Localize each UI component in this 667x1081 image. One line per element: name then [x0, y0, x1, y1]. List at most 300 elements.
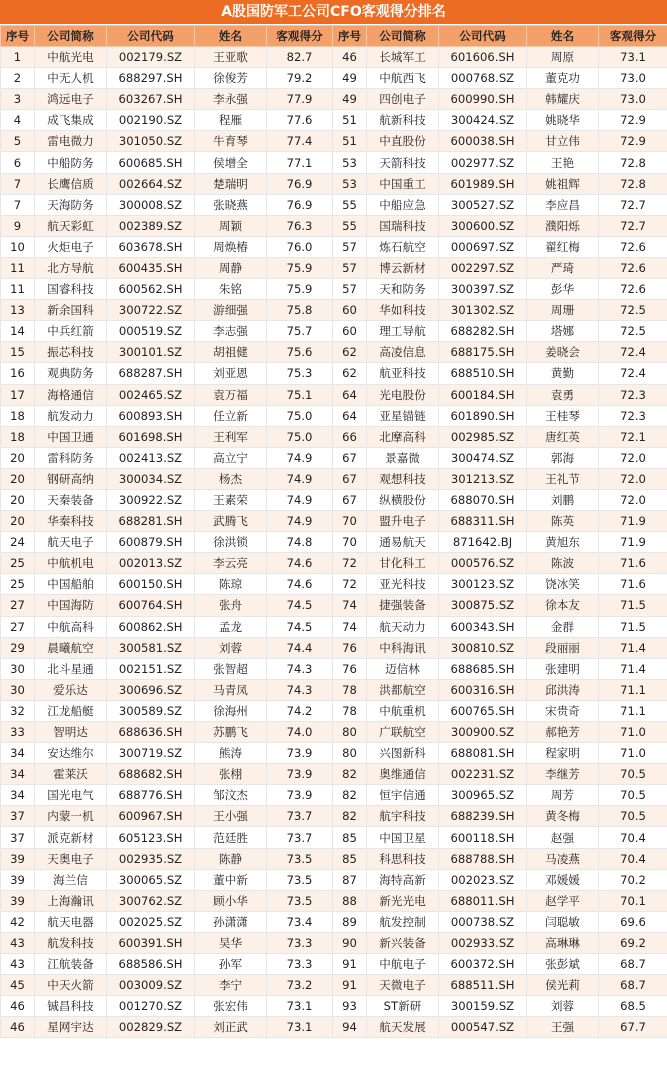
- left-cell-name: 刘正武: [195, 1017, 267, 1038]
- table-row: [1, 764, 667, 785]
- left-cell-company: 星网宇达: [35, 1017, 107, 1038]
- left-cell-company: 航发动力: [35, 405, 107, 426]
- left-cell-name: 侯增全: [195, 152, 267, 173]
- right-cell-company: 理工导航: [367, 321, 439, 342]
- right-cell-code: 688788.SH: [439, 848, 527, 869]
- right-cell-code: 688070.SH: [439, 489, 527, 510]
- right-cell-rank: 64: [333, 384, 367, 405]
- right-cell-code: 300527.SZ: [439, 194, 527, 215]
- left-cell-name: 袁万福: [195, 384, 267, 405]
- right-cell-score: 72.4: [599, 342, 667, 363]
- left-cell-rank: 18: [1, 426, 35, 447]
- right-cell-name: 周珊: [527, 300, 599, 321]
- right-cell-score: 72.3: [599, 384, 667, 405]
- table-row: [1, 152, 667, 173]
- ranking-table-body: [1, 26, 667, 1038]
- left-cell-company: 江龙船艇: [35, 700, 107, 721]
- right-cell-score: 72.0: [599, 489, 667, 510]
- left-cell-name: 王利军: [195, 426, 267, 447]
- right-cell-rank: 67: [333, 468, 367, 489]
- left-cell-rank: 11: [1, 279, 35, 300]
- left-cell-name: 刘亚恩: [195, 363, 267, 384]
- left-cell-rank: 18: [1, 405, 35, 426]
- left-cell-rank: 14: [1, 321, 35, 342]
- right-cell-code: 601989.SH: [439, 173, 527, 194]
- left-cell-score: 74.5: [267, 595, 333, 616]
- left-cell-code: 002664.SZ: [107, 173, 195, 194]
- right-cell-code: 300965.SZ: [439, 785, 527, 806]
- table-row: [1, 426, 667, 447]
- right-cell-rank: 62: [333, 363, 367, 384]
- left-cell-code: 600764.SH: [107, 595, 195, 616]
- right-cell-score: 71.9: [599, 511, 667, 532]
- left-cell-score: 76.0: [267, 236, 333, 257]
- left-cell-name: 程雁: [195, 110, 267, 131]
- right-cell-name: 张建明: [527, 658, 599, 679]
- right-cell-company: 盟升电子: [367, 511, 439, 532]
- left-cell-score: 73.9: [267, 743, 333, 764]
- table-row: [1, 785, 667, 806]
- right-cell-company: 华如科技: [367, 300, 439, 321]
- right-cell-name: 甘立伟: [527, 131, 599, 152]
- left-cell-name: 朱铭: [195, 279, 267, 300]
- right-cell-code: 300900.SZ: [439, 722, 527, 743]
- left-cell-name: 李永强: [195, 89, 267, 110]
- right-cell-company: 博云新材: [367, 257, 439, 278]
- left-cell-name: 张栩: [195, 764, 267, 785]
- right-cell-score: 72.0: [599, 447, 667, 468]
- table-row: [1, 384, 667, 405]
- left-cell-rank: 25: [1, 553, 35, 574]
- right-cell-company: 捷强装备: [367, 595, 439, 616]
- right-cell-name: 濮阳烁: [527, 215, 599, 236]
- table-row: [1, 616, 667, 637]
- right-cell-code: 688282.SH: [439, 321, 527, 342]
- table-row: [1, 279, 667, 300]
- left-cell-rank: 27: [1, 616, 35, 637]
- left-cell-code: 300589.SZ: [107, 700, 195, 721]
- left-cell-code: 688682.SH: [107, 764, 195, 785]
- table-row: [1, 300, 667, 321]
- right-cell-company: 科思科技: [367, 848, 439, 869]
- right-cell-code: 688081.SH: [439, 743, 527, 764]
- header-code: 公司代码: [107, 26, 195, 47]
- left-cell-rank: 4: [1, 110, 35, 131]
- right-cell-code: 600316.SH: [439, 679, 527, 700]
- left-cell-code: 002389.SZ: [107, 215, 195, 236]
- right-cell-score: 71.0: [599, 722, 667, 743]
- right-cell-rank: 80: [333, 722, 367, 743]
- right-cell-code: 300474.SZ: [439, 447, 527, 468]
- left-cell-score: 73.7: [267, 827, 333, 848]
- left-cell-score: 74.9: [267, 468, 333, 489]
- left-cell-rank: 46: [1, 1017, 35, 1038]
- right-cell-name: 周原: [527, 47, 599, 68]
- table-row: [1, 658, 667, 679]
- right-cell-rank: 90: [333, 932, 367, 953]
- left-cell-name: 徐洪锁: [195, 532, 267, 553]
- left-cell-code: 002935.SZ: [107, 848, 195, 869]
- left-cell-rank: 1: [1, 47, 35, 68]
- right-cell-name: 塔娜: [527, 321, 599, 342]
- left-cell-score: 79.2: [267, 68, 333, 89]
- table-row: [1, 236, 667, 257]
- left-cell-code: 003009.SZ: [107, 975, 195, 996]
- table-row: [1, 532, 667, 553]
- right-cell-rank: 94: [333, 1017, 367, 1038]
- right-cell-company: 北摩高科: [367, 426, 439, 447]
- right-cell-score: 72.7: [599, 215, 667, 236]
- left-cell-rank: 27: [1, 595, 35, 616]
- left-cell-name: 游细强: [195, 300, 267, 321]
- left-cell-score: 74.9: [267, 447, 333, 468]
- right-cell-score: 72.6: [599, 257, 667, 278]
- right-cell-score: 73.1: [599, 47, 667, 68]
- left-cell-score: 73.5: [267, 890, 333, 911]
- right-cell-company: 中船应急: [367, 194, 439, 215]
- table-row: [1, 363, 667, 384]
- right-cell-rank: 53: [333, 152, 367, 173]
- right-cell-rank: 57: [333, 279, 367, 300]
- right-cell-code: 601890.SH: [439, 405, 527, 426]
- right-cell-code: 300875.SZ: [439, 595, 527, 616]
- right-cell-name: 宋贵奇: [527, 700, 599, 721]
- left-cell-name: 王素荣: [195, 489, 267, 510]
- right-cell-score: 70.5: [599, 764, 667, 785]
- right-cell-code: 000768.SZ: [439, 68, 527, 89]
- left-cell-score: 74.4: [267, 637, 333, 658]
- right-cell-name: 王强: [527, 1017, 599, 1038]
- right-cell-company: 恒宇信通: [367, 785, 439, 806]
- left-cell-code: 002025.SZ: [107, 911, 195, 932]
- right-cell-name: 闫聪敏: [527, 911, 599, 932]
- right-cell-name: 程家明: [527, 743, 599, 764]
- right-cell-name: 饶冰笑: [527, 574, 599, 595]
- table-row: [1, 743, 667, 764]
- left-cell-rank: 30: [1, 658, 35, 679]
- right-cell-rank: 82: [333, 806, 367, 827]
- left-cell-rank: 46: [1, 996, 35, 1017]
- left-cell-rank: 32: [1, 700, 35, 721]
- right-cell-code: 300397.SZ: [439, 279, 527, 300]
- left-cell-code: 688281.SH: [107, 511, 195, 532]
- right-cell-name: 郝艳芳: [527, 722, 599, 743]
- right-cell-name: 黄勤: [527, 363, 599, 384]
- right-cell-company: ST新研: [367, 996, 439, 1017]
- table-row: [1, 806, 667, 827]
- table-header-row: [1, 26, 667, 47]
- left-cell-company: 中国船舶: [35, 574, 107, 595]
- left-cell-rank: 16: [1, 363, 35, 384]
- left-cell-company: 航天彩虹: [35, 215, 107, 236]
- left-cell-rank: 45: [1, 975, 35, 996]
- right-cell-rank: 78: [333, 679, 367, 700]
- right-cell-code: 871642.BJ: [439, 532, 527, 553]
- left-cell-name: 楚瑞明: [195, 173, 267, 194]
- right-cell-score: 73.0: [599, 68, 667, 89]
- left-cell-score: 76.9: [267, 194, 333, 215]
- left-cell-rank: 17: [1, 384, 35, 405]
- right-cell-score: 69.2: [599, 932, 667, 953]
- left-cell-score: 75.1: [267, 384, 333, 405]
- left-cell-score: 75.9: [267, 279, 333, 300]
- left-cell-score: 75.0: [267, 426, 333, 447]
- left-cell-code: 300762.SZ: [107, 890, 195, 911]
- left-cell-name: 董中新: [195, 869, 267, 890]
- left-cell-name: 张智超: [195, 658, 267, 679]
- left-cell-rank: 37: [1, 806, 35, 827]
- left-cell-code: 002151.SZ: [107, 658, 195, 679]
- table-row: [1, 1017, 667, 1038]
- left-cell-company: 爱乐达: [35, 679, 107, 700]
- table-row: [1, 47, 667, 68]
- right-cell-name: 周芳: [527, 785, 599, 806]
- right-cell-rank: 87: [333, 869, 367, 890]
- left-cell-name: 苏鹏飞: [195, 722, 267, 743]
- left-cell-name: 孙军: [195, 954, 267, 975]
- left-cell-name: 胡祖健: [195, 342, 267, 363]
- left-cell-code: 603678.SH: [107, 236, 195, 257]
- right-cell-code: 002985.SZ: [439, 426, 527, 447]
- left-cell-name: 李云亮: [195, 553, 267, 574]
- right-cell-code: 300600.SZ: [439, 215, 527, 236]
- right-cell-name: 翟红梅: [527, 236, 599, 257]
- right-cell-code: 300424.SZ: [439, 110, 527, 131]
- right-cell-name: 王桂琴: [527, 405, 599, 426]
- table-row: [1, 848, 667, 869]
- right-cell-company: 中航重机: [367, 700, 439, 721]
- right-cell-company: 广联航空: [367, 722, 439, 743]
- right-cell-rank: 72: [333, 553, 367, 574]
- left-cell-score: 73.9: [267, 785, 333, 806]
- right-cell-rank: 67: [333, 447, 367, 468]
- left-cell-company: 火炬电子: [35, 236, 107, 257]
- right-cell-rank: 82: [333, 764, 367, 785]
- left-cell-rank: 34: [1, 743, 35, 764]
- right-cell-rank: 88: [333, 890, 367, 911]
- right-cell-score: 67.7: [599, 1017, 667, 1038]
- left-cell-code: 002013.SZ: [107, 553, 195, 574]
- right-cell-code: 688510.SH: [439, 363, 527, 384]
- left-cell-rank: 20: [1, 468, 35, 489]
- left-cell-score: 73.3: [267, 954, 333, 975]
- right-cell-rank: 70: [333, 511, 367, 532]
- right-cell-rank: 74: [333, 595, 367, 616]
- right-cell-company: 中科海讯: [367, 637, 439, 658]
- left-cell-code: 688287.SH: [107, 363, 195, 384]
- left-cell-rank: 30: [1, 679, 35, 700]
- left-cell-company: 中兵红箭: [35, 321, 107, 342]
- right-cell-code: 688175.SH: [439, 342, 527, 363]
- left-cell-company: 中国卫通: [35, 426, 107, 447]
- right-cell-rank: 57: [333, 257, 367, 278]
- left-cell-score: 76.9: [267, 173, 333, 194]
- left-cell-code: 600391.SH: [107, 932, 195, 953]
- left-cell-score: 77.1: [267, 152, 333, 173]
- left-cell-company: 海格通信: [35, 384, 107, 405]
- right-cell-code: 600372.SH: [439, 954, 527, 975]
- right-cell-code: 000576.SZ: [439, 553, 527, 574]
- left-cell-rank: 39: [1, 890, 35, 911]
- right-cell-company: 天和防务: [367, 279, 439, 300]
- left-cell-code: 600862.SH: [107, 616, 195, 637]
- left-cell-code: 600893.SH: [107, 405, 195, 426]
- left-cell-company: 中航光电: [35, 47, 107, 68]
- right-cell-code: 000547.SZ: [439, 1017, 527, 1038]
- right-cell-rank: 46: [333, 47, 367, 68]
- left-cell-score: 74.0: [267, 722, 333, 743]
- page-title: A股国防军工公司CFO客观得分排名: [0, 0, 667, 25]
- header-name: 姓名: [195, 26, 267, 47]
- table-row: [1, 511, 667, 532]
- right-cell-score: 72.6: [599, 279, 667, 300]
- right-cell-name: 王艳: [527, 152, 599, 173]
- right-cell-code: 301213.SZ: [439, 468, 527, 489]
- table-row: [1, 911, 667, 932]
- right-cell-code: 688511.SH: [439, 975, 527, 996]
- left-cell-company: 北方导航: [35, 257, 107, 278]
- table-row: [1, 68, 667, 89]
- right-cell-rank: 80: [333, 743, 367, 764]
- right-cell-code: 688685.SH: [439, 658, 527, 679]
- left-cell-company: 国睿科技: [35, 279, 107, 300]
- left-cell-company: 华秦科技: [35, 511, 107, 532]
- right-cell-company: 亚星锚链: [367, 405, 439, 426]
- left-cell-name: 熊涛: [195, 743, 267, 764]
- right-cell-company: 海特高新: [367, 869, 439, 890]
- right-cell-rank: 76: [333, 658, 367, 679]
- table-row: [1, 932, 667, 953]
- left-cell-code: 301050.SZ: [107, 131, 195, 152]
- left-cell-score: 73.2: [267, 975, 333, 996]
- right-cell-score: 72.9: [599, 110, 667, 131]
- right-cell-code: 600184.SH: [439, 384, 527, 405]
- left-cell-name: 徐俊芳: [195, 68, 267, 89]
- left-cell-company: 鸿远电子: [35, 89, 107, 110]
- right-cell-company: 中航电子: [367, 954, 439, 975]
- right-cell-code: 300159.SZ: [439, 996, 527, 1017]
- right-cell-company: 甘化科工: [367, 553, 439, 574]
- right-cell-company: 新光光电: [367, 890, 439, 911]
- right-cell-rank: 53: [333, 173, 367, 194]
- left-cell-company: 海兰信: [35, 869, 107, 890]
- table-row: [1, 257, 667, 278]
- left-cell-score: 73.1: [267, 1017, 333, 1038]
- right-cell-company: 中国重工: [367, 173, 439, 194]
- left-cell-rank: 34: [1, 764, 35, 785]
- left-cell-rank: 34: [1, 785, 35, 806]
- left-cell-company: 中天火箭: [35, 975, 107, 996]
- right-cell-score: 71.4: [599, 637, 667, 658]
- left-cell-code: 002179.SZ: [107, 47, 195, 68]
- left-cell-company: 长鹰信质: [35, 173, 107, 194]
- right-cell-score: 72.6: [599, 236, 667, 257]
- right-cell-name: 黄旭东: [527, 532, 599, 553]
- left-cell-rank: 3: [1, 89, 35, 110]
- left-cell-score: 74.8: [267, 532, 333, 553]
- right-cell-score: 70.2: [599, 869, 667, 890]
- right-cell-rank: 60: [333, 321, 367, 342]
- left-cell-code: 688776.SH: [107, 785, 195, 806]
- right-cell-name: 邱洪涛: [527, 679, 599, 700]
- left-cell-name: 牛育琴: [195, 131, 267, 152]
- left-cell-code: 300722.SZ: [107, 300, 195, 321]
- left-cell-rank: 33: [1, 722, 35, 743]
- table-row: [1, 321, 667, 342]
- right-cell-company: 中直股份: [367, 131, 439, 152]
- left-cell-name: 周焕椿: [195, 236, 267, 257]
- right-cell-code: 002231.SZ: [439, 764, 527, 785]
- left-cell-rank: 29: [1, 637, 35, 658]
- table-row: [1, 468, 667, 489]
- right-cell-name: 姚祖辉: [527, 173, 599, 194]
- left-cell-name: 孟龙: [195, 616, 267, 637]
- right-cell-score: 72.0: [599, 468, 667, 489]
- left-cell-company: 派克新材: [35, 827, 107, 848]
- right-cell-company: 航亚科技: [367, 363, 439, 384]
- left-cell-code: 600967.SH: [107, 806, 195, 827]
- left-cell-score: 77.9: [267, 89, 333, 110]
- right-cell-name: 段丽丽: [527, 637, 599, 658]
- left-cell-rank: 43: [1, 932, 35, 953]
- right-cell-name: 侯光莉: [527, 975, 599, 996]
- left-cell-rank: 5: [1, 131, 35, 152]
- right-cell-rank: 93: [333, 996, 367, 1017]
- right-cell-score: 71.9: [599, 532, 667, 553]
- right-cell-rank: 51: [333, 110, 367, 131]
- left-cell-code: 600150.SH: [107, 574, 195, 595]
- right-cell-code: 600990.SH: [439, 89, 527, 110]
- right-cell-score: 71.5: [599, 616, 667, 637]
- right-cell-name: 韩耀庆: [527, 89, 599, 110]
- left-cell-company: 霍莱沃: [35, 764, 107, 785]
- left-cell-code: 601698.SH: [107, 426, 195, 447]
- left-cell-name: 任立新: [195, 405, 267, 426]
- left-cell-score: 74.2: [267, 700, 333, 721]
- right-cell-score: 70.5: [599, 785, 667, 806]
- left-cell-rank: 39: [1, 869, 35, 890]
- table-row: [1, 215, 667, 236]
- left-cell-score: 75.8: [267, 300, 333, 321]
- right-cell-score: 69.6: [599, 911, 667, 932]
- left-cell-code: 688297.SH: [107, 68, 195, 89]
- table-row: [1, 996, 667, 1017]
- right-cell-code: 300123.SZ: [439, 574, 527, 595]
- left-cell-company: 中航高科: [35, 616, 107, 637]
- left-cell-code: 688586.SH: [107, 954, 195, 975]
- left-cell-company: 上海瀚讯: [35, 890, 107, 911]
- left-cell-code: 688636.SH: [107, 722, 195, 743]
- right-cell-code: 600343.SH: [439, 616, 527, 637]
- right-cell-company: 亚光科技: [367, 574, 439, 595]
- right-cell-score: 70.4: [599, 827, 667, 848]
- right-cell-score: 72.8: [599, 173, 667, 194]
- right-cell-name: 陈英: [527, 511, 599, 532]
- left-cell-code: 300008.SZ: [107, 194, 195, 215]
- table-row: [1, 890, 667, 911]
- left-cell-score: 75.0: [267, 405, 333, 426]
- right-cell-score: 71.6: [599, 574, 667, 595]
- right-cell-score: 72.8: [599, 152, 667, 173]
- right-cell-company: 国瑞科技: [367, 215, 439, 236]
- left-cell-company: 北斗星通: [35, 658, 107, 679]
- left-cell-rank: 43: [1, 954, 35, 975]
- right-cell-rank: 72: [333, 574, 367, 595]
- left-cell-company: 国光电气: [35, 785, 107, 806]
- left-cell-rank: 6: [1, 152, 35, 173]
- right-cell-code: 002933.SZ: [439, 932, 527, 953]
- right-cell-code: 688311.SH: [439, 511, 527, 532]
